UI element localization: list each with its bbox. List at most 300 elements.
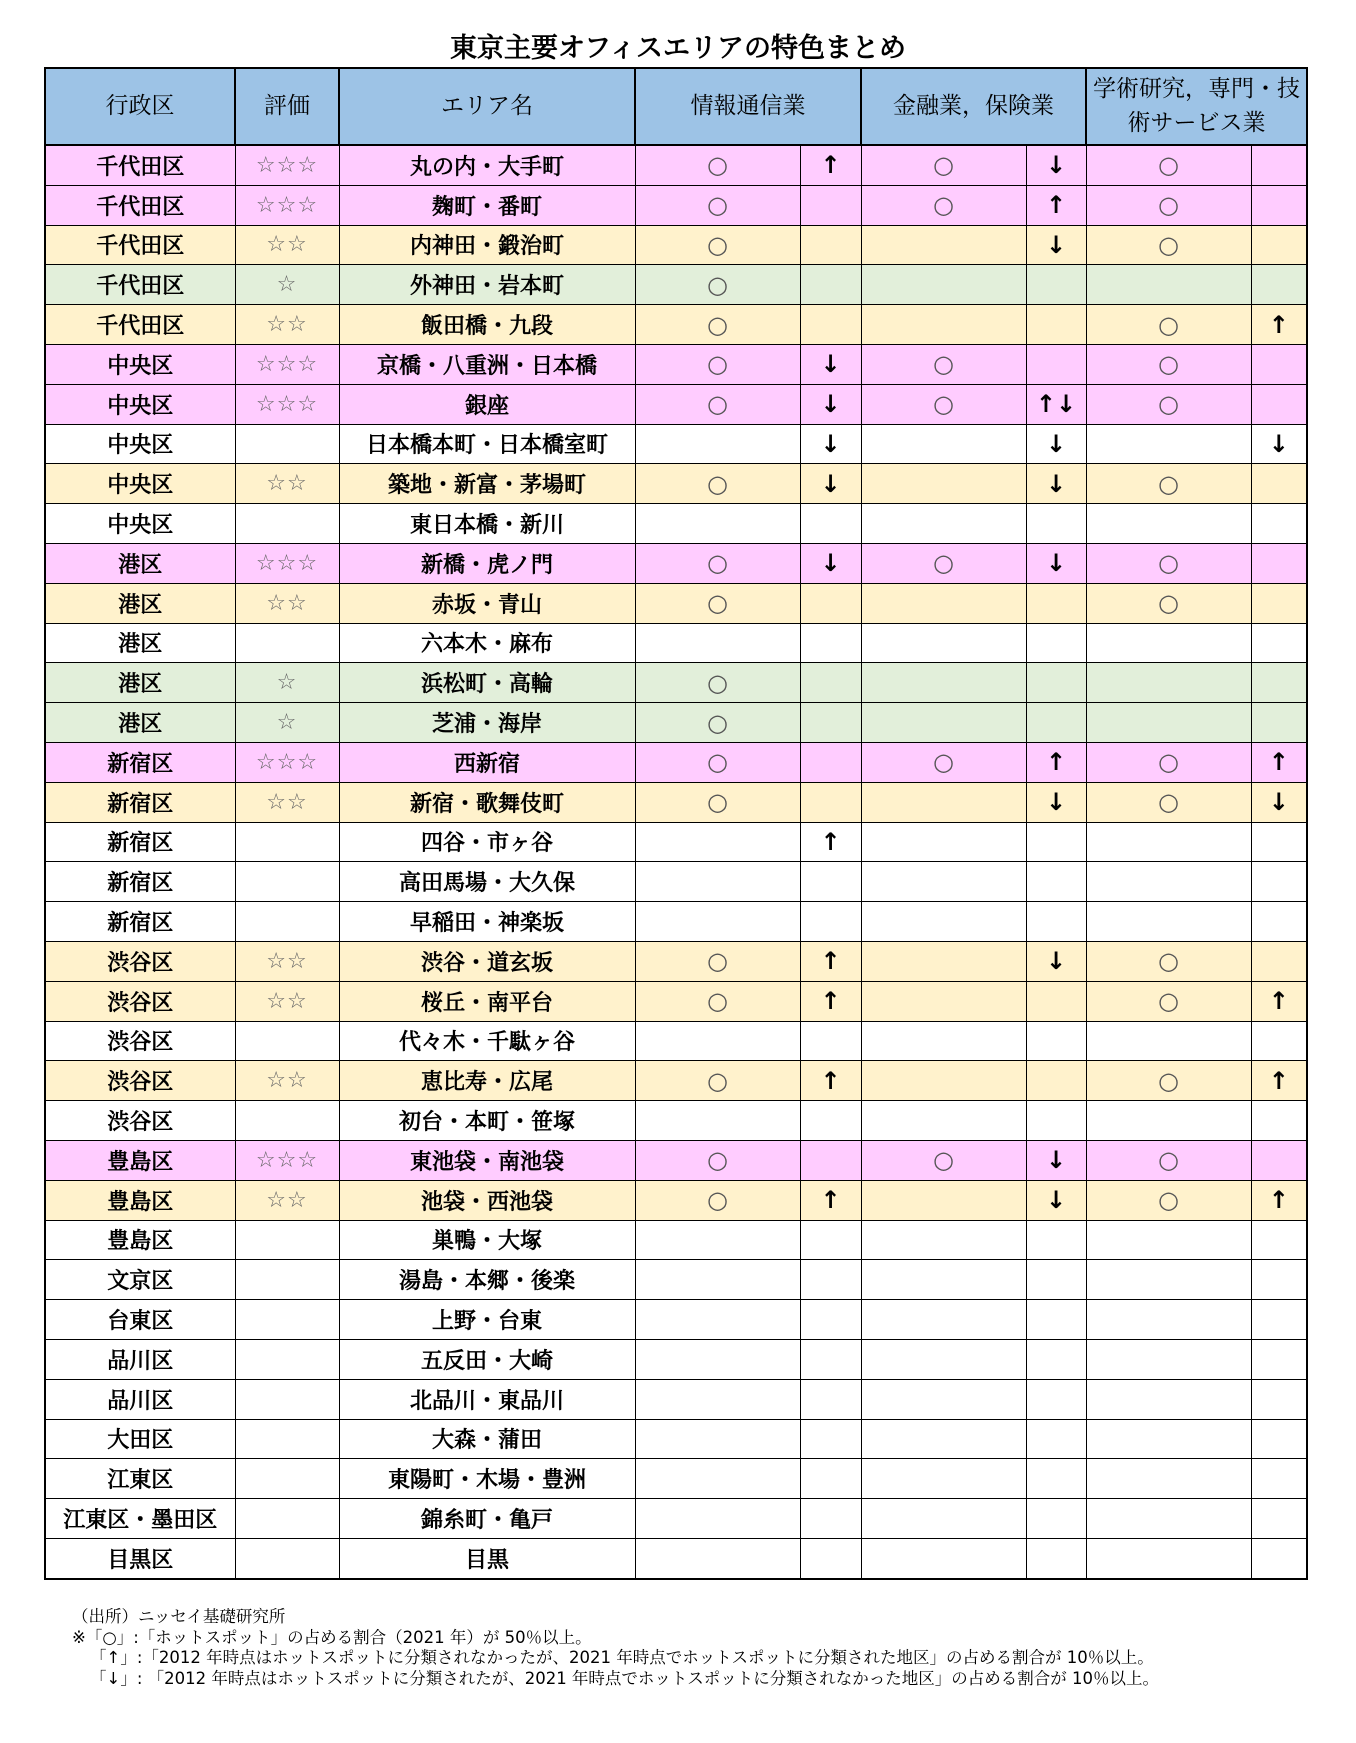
row-science: ○ bbox=[1086, 583, 1251, 623]
row-ward: 千代田区 bbox=[45, 225, 235, 265]
row-ict bbox=[635, 1300, 800, 1340]
row-science-arrow bbox=[1251, 225, 1307, 265]
row-finance bbox=[861, 1339, 1026, 1379]
table-row bbox=[45, 1379, 1307, 1419]
row-rating: ☆ bbox=[235, 663, 339, 703]
row-finance-arrow bbox=[1026, 902, 1086, 942]
row-rating: ☆☆☆ bbox=[235, 742, 339, 782]
row-finance-arrow bbox=[1026, 1021, 1086, 1061]
col-header-ict: 情報通信業 bbox=[635, 68, 861, 145]
row-ward: 新宿区 bbox=[45, 902, 235, 942]
row-ict-arrow bbox=[800, 902, 861, 942]
row-ict bbox=[635, 1419, 800, 1459]
row-science-arrow bbox=[1251, 1021, 1307, 1061]
row-science bbox=[1086, 703, 1251, 743]
table-body bbox=[45, 145, 1307, 1579]
row-area: 東日本橋・新川 bbox=[339, 504, 635, 544]
row-rating bbox=[235, 504, 339, 544]
row-science-arrow bbox=[1251, 822, 1307, 862]
table-row bbox=[45, 543, 1307, 583]
row-ward: 港区 bbox=[45, 703, 235, 743]
row-ward: 台東区 bbox=[45, 1300, 235, 1340]
row-science bbox=[1086, 424, 1251, 464]
row-ward: 江東区・墨田区 bbox=[45, 1499, 235, 1539]
row-rating bbox=[235, 1379, 339, 1419]
row-area: 築地・新富・茅場町 bbox=[339, 464, 635, 504]
row-ict-arrow bbox=[800, 1339, 861, 1379]
row-rating: ☆☆ bbox=[235, 305, 339, 345]
row-finance-arrow: ↑ bbox=[1026, 742, 1086, 782]
row-science-arrow bbox=[1251, 1260, 1307, 1300]
row-science-arrow bbox=[1251, 504, 1307, 544]
row-science-arrow bbox=[1251, 1339, 1307, 1379]
row-rating: ☆☆ bbox=[235, 782, 339, 822]
row-science bbox=[1086, 1021, 1251, 1061]
row-ward: 豊島区 bbox=[45, 1180, 235, 1220]
row-science bbox=[1086, 822, 1251, 862]
row-ict: ○ bbox=[635, 185, 800, 225]
note-source: （出所）ニッセイ基礎研究所 bbox=[72, 1607, 286, 1626]
row-ict-arrow bbox=[800, 663, 861, 703]
row-finance-arrow bbox=[1026, 703, 1086, 743]
row-science bbox=[1086, 663, 1251, 703]
row-finance-arrow bbox=[1026, 1419, 1086, 1459]
row-science bbox=[1086, 1499, 1251, 1539]
row-ict-arrow bbox=[800, 1101, 861, 1141]
table-row bbox=[45, 424, 1307, 464]
row-finance-arrow bbox=[1026, 305, 1086, 345]
row-science bbox=[1086, 1220, 1251, 1260]
table-row bbox=[45, 902, 1307, 942]
row-ict: ○ bbox=[635, 782, 800, 822]
row-science bbox=[1086, 623, 1251, 663]
table-row bbox=[45, 1339, 1307, 1379]
row-ict bbox=[635, 1538, 800, 1578]
row-ict bbox=[635, 1220, 800, 1260]
row-ict-arrow: ↓ bbox=[800, 424, 861, 464]
table-row bbox=[45, 623, 1307, 663]
row-ict-arrow bbox=[800, 1419, 861, 1459]
row-science: ○ bbox=[1086, 225, 1251, 265]
row-area: 代々木・千駄ヶ谷 bbox=[339, 1021, 635, 1061]
row-finance bbox=[861, 1379, 1026, 1419]
row-finance: ○ bbox=[861, 344, 1026, 384]
row-area: 赤坂・青山 bbox=[339, 583, 635, 623]
row-science-arrow bbox=[1251, 1499, 1307, 1539]
row-science bbox=[1086, 1339, 1251, 1379]
row-finance-arrow: ↓ bbox=[1026, 782, 1086, 822]
row-area: 巣鴨・大塚 bbox=[339, 1220, 635, 1260]
row-ward: 豊島区 bbox=[45, 1140, 235, 1180]
row-finance-arrow bbox=[1026, 1538, 1086, 1578]
table-row bbox=[45, 1061, 1307, 1101]
row-ict-arrow: ↓ bbox=[800, 384, 861, 424]
row-finance: ○ bbox=[861, 1140, 1026, 1180]
row-area: 四谷・市ヶ谷 bbox=[339, 822, 635, 862]
row-rating bbox=[235, 424, 339, 464]
row-finance-arrow bbox=[1026, 623, 1086, 663]
table-row bbox=[45, 742, 1307, 782]
row-science-arrow bbox=[1251, 145, 1307, 185]
row-science-arrow bbox=[1251, 902, 1307, 942]
row-area: 東池袋・南池袋 bbox=[339, 1140, 635, 1180]
row-ward: 目黒区 bbox=[45, 1538, 235, 1578]
row-ward: 中央区 bbox=[45, 504, 235, 544]
row-ict-arrow bbox=[800, 1260, 861, 1300]
row-ict: ○ bbox=[635, 1140, 800, 1180]
row-rating: ☆☆☆ bbox=[235, 344, 339, 384]
row-finance bbox=[861, 623, 1026, 663]
row-finance-arrow bbox=[1026, 1220, 1086, 1260]
row-ict bbox=[635, 1021, 800, 1061]
row-ict: ○ bbox=[635, 305, 800, 345]
row-finance bbox=[861, 1061, 1026, 1101]
row-ward: 中央区 bbox=[45, 424, 235, 464]
row-rating bbox=[235, 822, 339, 862]
table-row bbox=[45, 145, 1307, 185]
row-science: ○ bbox=[1086, 782, 1251, 822]
row-finance bbox=[861, 663, 1026, 703]
row-science: ○ bbox=[1086, 344, 1251, 384]
row-science-arrow bbox=[1251, 1459, 1307, 1499]
row-finance bbox=[861, 1021, 1026, 1061]
row-ict bbox=[635, 1101, 800, 1141]
row-area: 日本橋本町・日本橋室町 bbox=[339, 424, 635, 464]
row-science bbox=[1086, 902, 1251, 942]
row-ict: ○ bbox=[635, 464, 800, 504]
row-ict: ○ bbox=[635, 145, 800, 185]
row-ict-arrow: ↑ bbox=[800, 1061, 861, 1101]
row-finance-arrow bbox=[1026, 822, 1086, 862]
row-ict-arrow bbox=[800, 265, 861, 305]
row-ict: ○ bbox=[635, 981, 800, 1021]
row-rating bbox=[235, 1300, 339, 1340]
row-ict-arrow: ↑ bbox=[800, 145, 861, 185]
row-science: ○ bbox=[1086, 543, 1251, 583]
row-ict-arrow: ↑ bbox=[800, 822, 861, 862]
row-ward: 渋谷区 bbox=[45, 1101, 235, 1141]
row-finance-arrow bbox=[1026, 862, 1086, 902]
row-rating: ☆☆☆ bbox=[235, 185, 339, 225]
row-science-arrow: ↑ bbox=[1251, 1180, 1307, 1220]
row-science bbox=[1086, 862, 1251, 902]
row-ict-arrow bbox=[800, 1499, 861, 1539]
row-ward: 文京区 bbox=[45, 1260, 235, 1300]
row-finance-arrow: ↓ bbox=[1026, 941, 1086, 981]
table-row bbox=[45, 1538, 1307, 1578]
row-finance-arrow: ↓ bbox=[1026, 225, 1086, 265]
col-header-ward: 行政区 bbox=[45, 68, 235, 145]
row-finance-arrow bbox=[1026, 1339, 1086, 1379]
row-ward: 江東区 bbox=[45, 1459, 235, 1499]
row-finance bbox=[861, 464, 1026, 504]
row-ward: 渋谷区 bbox=[45, 1061, 235, 1101]
row-ict: ○ bbox=[635, 583, 800, 623]
row-area: 新橋・虎ノ門 bbox=[339, 543, 635, 583]
row-rating: ☆☆☆ bbox=[235, 1140, 339, 1180]
row-science-arrow bbox=[1251, 344, 1307, 384]
table-row bbox=[45, 1220, 1307, 1260]
row-finance bbox=[861, 862, 1026, 902]
row-science-arrow: ↑ bbox=[1251, 305, 1307, 345]
row-rating bbox=[235, 1220, 339, 1260]
row-finance: ○ bbox=[861, 185, 1026, 225]
row-science-arrow bbox=[1251, 1538, 1307, 1578]
row-area: 目黒 bbox=[339, 1538, 635, 1578]
row-area: 高田馬場・大久保 bbox=[339, 862, 635, 902]
table-row bbox=[45, 822, 1307, 862]
table-row bbox=[45, 384, 1307, 424]
table-row bbox=[45, 305, 1307, 345]
row-science-arrow bbox=[1251, 703, 1307, 743]
row-rating bbox=[235, 1419, 339, 1459]
row-rating: ☆☆☆ bbox=[235, 384, 339, 424]
table-row bbox=[45, 265, 1307, 305]
row-science: ○ bbox=[1086, 145, 1251, 185]
row-ict-arrow: ↑ bbox=[800, 981, 861, 1021]
row-science-arrow bbox=[1251, 1101, 1307, 1141]
row-finance: ○ bbox=[861, 384, 1026, 424]
row-ict-arrow bbox=[800, 185, 861, 225]
row-finance bbox=[861, 981, 1026, 1021]
row-science bbox=[1086, 265, 1251, 305]
row-ict: ○ bbox=[635, 384, 800, 424]
row-area: 内神田・鍛治町 bbox=[339, 225, 635, 265]
row-finance bbox=[861, 1220, 1026, 1260]
row-ict bbox=[635, 504, 800, 544]
row-area: 渋谷・道玄坂 bbox=[339, 941, 635, 981]
row-science-arrow bbox=[1251, 1140, 1307, 1180]
row-rating: ☆☆ bbox=[235, 1180, 339, 1220]
row-finance-arrow: ↓ bbox=[1026, 145, 1086, 185]
row-rating bbox=[235, 1339, 339, 1379]
row-finance bbox=[861, 225, 1026, 265]
row-science bbox=[1086, 1300, 1251, 1340]
row-area: 錦糸町・亀戸 bbox=[339, 1499, 635, 1539]
row-science-arrow bbox=[1251, 1220, 1307, 1260]
row-ict: ○ bbox=[635, 703, 800, 743]
row-finance-arrow bbox=[1026, 981, 1086, 1021]
row-finance-arrow: ↓ bbox=[1026, 424, 1086, 464]
row-science-arrow: ↓ bbox=[1251, 424, 1307, 464]
col-header-area: エリア名 bbox=[339, 68, 635, 145]
row-area: 湯島・本郷・後楽 bbox=[339, 1260, 635, 1300]
row-science bbox=[1086, 1419, 1251, 1459]
row-area: 五反田・大崎 bbox=[339, 1339, 635, 1379]
row-finance-arrow: ↓ bbox=[1026, 543, 1086, 583]
row-science-arrow bbox=[1251, 862, 1307, 902]
row-area: 大森・蒲田 bbox=[339, 1419, 635, 1459]
table-row bbox=[45, 663, 1307, 703]
row-area: 芝浦・海岸 bbox=[339, 703, 635, 743]
row-ict: ○ bbox=[635, 1061, 800, 1101]
row-finance-arrow bbox=[1026, 1300, 1086, 1340]
row-finance bbox=[861, 1260, 1026, 1300]
row-science: ○ bbox=[1086, 981, 1251, 1021]
row-rating: ☆☆ bbox=[235, 981, 339, 1021]
table-row bbox=[45, 185, 1307, 225]
row-ward: 港区 bbox=[45, 623, 235, 663]
row-ward: 中央区 bbox=[45, 384, 235, 424]
row-finance-arrow bbox=[1026, 663, 1086, 703]
row-ward: 中央区 bbox=[45, 464, 235, 504]
row-science-arrow bbox=[1251, 663, 1307, 703]
row-rating: ☆☆ bbox=[235, 225, 339, 265]
table-row bbox=[45, 504, 1307, 544]
row-ward: 品川区 bbox=[45, 1339, 235, 1379]
row-ict: ○ bbox=[635, 265, 800, 305]
table-row bbox=[45, 1419, 1307, 1459]
row-area: 外神田・岩本町 bbox=[339, 265, 635, 305]
table-row bbox=[45, 862, 1307, 902]
row-ict bbox=[635, 862, 800, 902]
row-ict-arrow bbox=[800, 1140, 861, 1180]
row-ict bbox=[635, 623, 800, 663]
row-area: 麹町・番町 bbox=[339, 185, 635, 225]
header-row bbox=[45, 68, 1307, 145]
row-ict bbox=[635, 1339, 800, 1379]
row-area: 東陽町・木場・豊洲 bbox=[339, 1459, 635, 1499]
row-finance bbox=[861, 782, 1026, 822]
row-area: 桜丘・南平台 bbox=[339, 981, 635, 1021]
col-header-science bbox=[1086, 68, 1307, 145]
row-ict bbox=[635, 1459, 800, 1499]
row-finance-arrow bbox=[1026, 583, 1086, 623]
row-finance-arrow bbox=[1026, 1061, 1086, 1101]
row-area: 銀座 bbox=[339, 384, 635, 424]
row-ict-arrow bbox=[800, 703, 861, 743]
row-ward: 港区 bbox=[45, 583, 235, 623]
row-finance bbox=[861, 941, 1026, 981]
row-science: ○ bbox=[1086, 305, 1251, 345]
row-finance bbox=[861, 902, 1026, 942]
row-ict-arrow bbox=[800, 742, 861, 782]
row-finance: ○ bbox=[861, 543, 1026, 583]
row-rating bbox=[235, 623, 339, 663]
row-rating: ☆☆ bbox=[235, 941, 339, 981]
row-science: ○ bbox=[1086, 742, 1251, 782]
row-science: ○ bbox=[1086, 384, 1251, 424]
row-ward: 新宿区 bbox=[45, 862, 235, 902]
page-title: 東京主要オフィスエリアの特色まとめ bbox=[449, 33, 907, 64]
row-rating bbox=[235, 902, 339, 942]
row-ict-arrow bbox=[800, 305, 861, 345]
row-ward: 渋谷区 bbox=[45, 1021, 235, 1061]
row-area: 初台・本町・笹塚 bbox=[339, 1101, 635, 1141]
row-finance bbox=[861, 1499, 1026, 1539]
table-row bbox=[45, 1459, 1307, 1499]
row-finance-arrow: ↓ bbox=[1026, 1180, 1086, 1220]
row-area: 六本木・麻布 bbox=[339, 623, 635, 663]
table-row bbox=[45, 583, 1307, 623]
footnotes bbox=[72, 1607, 1352, 1689]
row-finance bbox=[861, 305, 1026, 345]
row-rating: ☆☆☆ bbox=[235, 543, 339, 583]
table-row bbox=[45, 1101, 1307, 1141]
row-ward: 渋谷区 bbox=[45, 981, 235, 1021]
row-finance bbox=[861, 1538, 1026, 1578]
row-area: 早稲田・神楽坂 bbox=[339, 902, 635, 942]
row-ward: 新宿区 bbox=[45, 742, 235, 782]
row-area: 恵比寿・広尾 bbox=[339, 1061, 635, 1101]
row-science bbox=[1086, 1379, 1251, 1419]
row-rating: ☆ bbox=[235, 703, 339, 743]
row-rating bbox=[235, 1459, 339, 1499]
row-area: 新宿・歌舞伎町 bbox=[339, 782, 635, 822]
row-ward: 港区 bbox=[45, 663, 235, 703]
row-finance-arrow bbox=[1026, 504, 1086, 544]
row-finance-arrow bbox=[1026, 1379, 1086, 1419]
table-row bbox=[45, 703, 1307, 743]
row-finance bbox=[861, 1459, 1026, 1499]
row-finance bbox=[861, 822, 1026, 862]
row-rating bbox=[235, 1260, 339, 1300]
row-ict-arrow bbox=[800, 1021, 861, 1061]
row-rating: ☆☆ bbox=[235, 1061, 339, 1101]
row-ward: 品川区 bbox=[45, 1379, 235, 1419]
row-ict: ○ bbox=[635, 742, 800, 782]
row-area: 池袋・西池袋 bbox=[339, 1180, 635, 1220]
row-science: ○ bbox=[1086, 1180, 1251, 1220]
row-finance bbox=[861, 424, 1026, 464]
row-science: ○ bbox=[1086, 941, 1251, 981]
row-science bbox=[1086, 1459, 1251, 1499]
row-ict bbox=[635, 902, 800, 942]
table-row bbox=[45, 1021, 1307, 1061]
row-ict: ○ bbox=[635, 225, 800, 265]
row-finance-arrow bbox=[1026, 344, 1086, 384]
row-science: ○ bbox=[1086, 1061, 1251, 1101]
office-area-table bbox=[44, 67, 1308, 1580]
row-ward: 大田区 bbox=[45, 1419, 235, 1459]
row-area: 丸の内・大手町 bbox=[339, 145, 635, 185]
row-ict bbox=[635, 822, 800, 862]
row-finance bbox=[861, 504, 1026, 544]
table-row bbox=[45, 1140, 1307, 1180]
row-science bbox=[1086, 504, 1251, 544]
row-ward: 千代田区 bbox=[45, 305, 235, 345]
row-ict-arrow bbox=[800, 1459, 861, 1499]
row-rating: ☆☆ bbox=[235, 464, 339, 504]
row-ict-arrow bbox=[800, 225, 861, 265]
row-rating bbox=[235, 862, 339, 902]
row-science: ○ bbox=[1086, 464, 1251, 504]
table-row bbox=[45, 981, 1307, 1021]
row-science-arrow bbox=[1251, 384, 1307, 424]
row-ict-arrow bbox=[800, 1300, 861, 1340]
row-finance bbox=[861, 1101, 1026, 1141]
row-ward: 千代田区 bbox=[45, 265, 235, 305]
row-rating: ☆☆☆ bbox=[235, 145, 339, 185]
row-ict-arrow bbox=[800, 504, 861, 544]
row-finance-arrow bbox=[1026, 1260, 1086, 1300]
row-ict-arrow bbox=[800, 583, 861, 623]
table-row bbox=[45, 1260, 1307, 1300]
row-science bbox=[1086, 1101, 1251, 1141]
row-ict-arrow bbox=[800, 1538, 861, 1578]
row-ward: 千代田区 bbox=[45, 185, 235, 225]
row-finance bbox=[861, 1180, 1026, 1220]
row-science: ○ bbox=[1086, 1140, 1251, 1180]
table-row bbox=[45, 464, 1307, 504]
row-ict-arrow: ↓ bbox=[800, 543, 861, 583]
row-finance-arrow bbox=[1026, 265, 1086, 305]
row-area: 西新宿 bbox=[339, 742, 635, 782]
col-header-rating: 評価 bbox=[235, 68, 339, 145]
row-rating bbox=[235, 1021, 339, 1061]
row-finance bbox=[861, 1419, 1026, 1459]
row-finance: ○ bbox=[861, 145, 1026, 185]
